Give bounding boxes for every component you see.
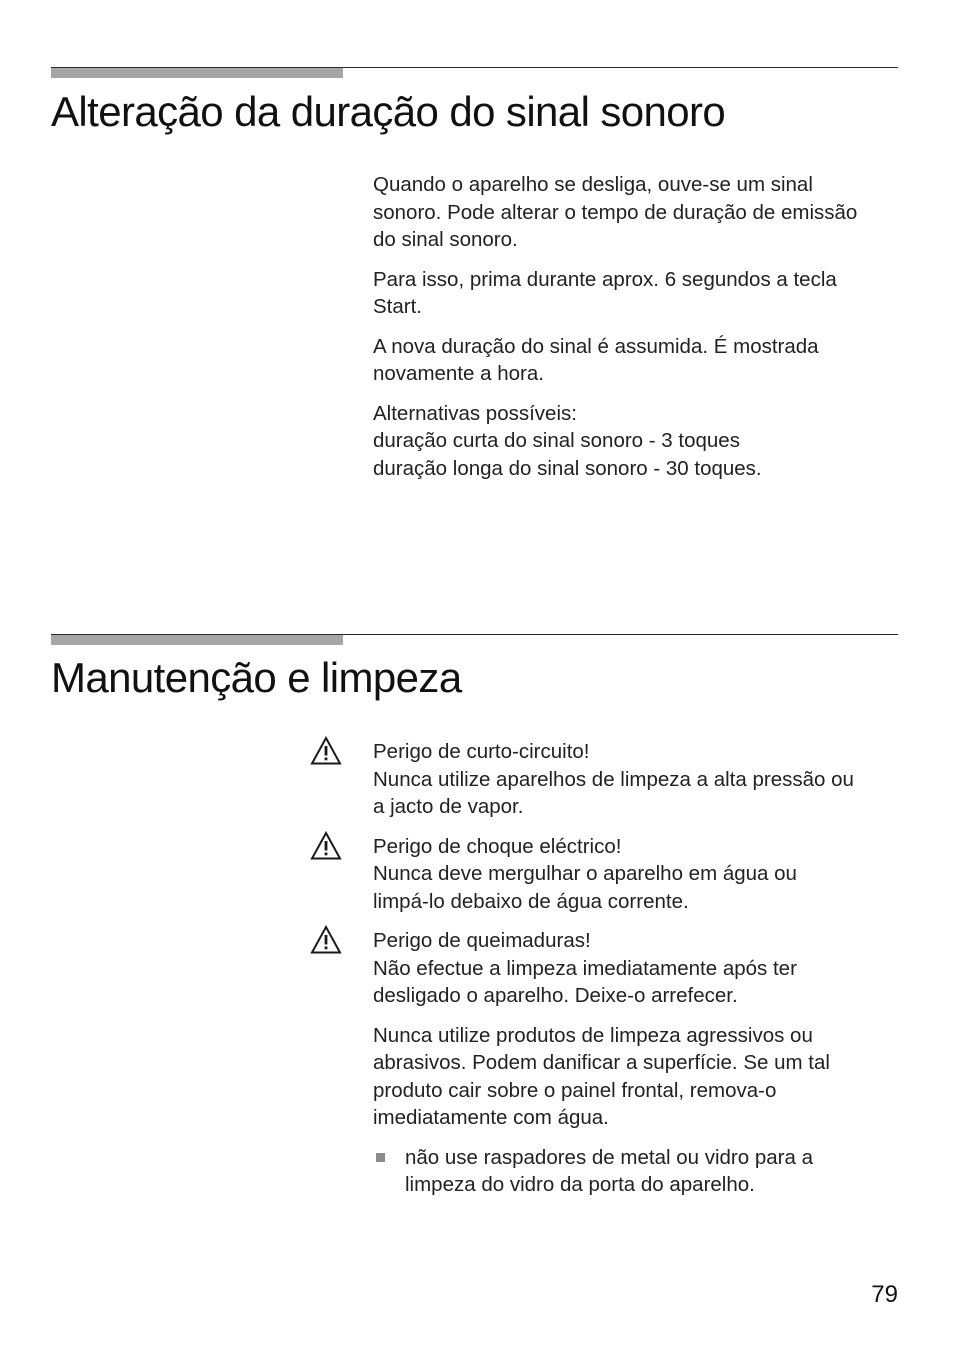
- section-body-sound-signal: [373, 171, 898, 494]
- text-line: Start.: [373, 295, 422, 318]
- section-heading-maintenance: Manutenção e limpeza: [51, 654, 462, 701]
- warning-triangle-icon: [310, 736, 342, 766]
- text-line: do sinal sonoro.: [373, 228, 518, 251]
- text-line: limpá-lo debaixo de água corrente.: [373, 889, 689, 913]
- text-line: produto cair sobre o painel frontal, remova-o: [373, 1078, 777, 1102]
- section-heading-sound-signal: Alteração da duração do sinal sonoro: [51, 88, 726, 135]
- section-divider-line: [51, 67, 898, 68]
- warning-title: Perigo de queimaduras!: [373, 929, 591, 952]
- text-line: duração longa do sinal sonoro - 30 toques.: [373, 456, 762, 480]
- warning-triangle-icon: [310, 831, 342, 861]
- text-line: novamente a hora.: [373, 362, 544, 385]
- warning-block: [373, 833, 898, 916]
- paragraph: [373, 266, 898, 321]
- text-line: não use raspadores de metal ou vidro para a: [405, 1145, 813, 1169]
- warning-block: [373, 738, 898, 821]
- section-body-maintenance: [373, 738, 898, 1199]
- warning-block: [373, 927, 898, 1010]
- section-divider-line: [51, 634, 898, 635]
- text-line: Nunca utilize aparelhos de limpeza a alta pressão ou: [373, 767, 854, 791]
- text-line: Nunca deve mergulhar o aparelho em água ou: [373, 862, 797, 885]
- text-line: duração curta do sinal sonoro - 3 toques: [373, 429, 740, 452]
- warning-title: Perigo de choque eléctrico!: [373, 834, 622, 858]
- paragraph: [373, 333, 898, 388]
- text-line: Nunca utilize produtos de limpeza agressivos ou: [373, 1023, 813, 1047]
- text-line: sonoro. Pode alterar o tempo de duração de emissão: [373, 200, 858, 224]
- text-line: limpeza do vidro da porta do aparelho.: [405, 1173, 755, 1196]
- paragraph: [373, 171, 898, 254]
- text-line: Para isso, prima durante aprox. 6 segundos a tecla: [373, 267, 837, 291]
- section-divider: [51, 634, 898, 646]
- text-line: a jacto de vapor.: [373, 795, 524, 818]
- text-line: Alternativas possíveis:: [373, 401, 577, 425]
- section-divider: [51, 67, 898, 79]
- text-line: A nova duração do sinal é assumida. É mostrada: [373, 334, 819, 358]
- warning-triangle-icon: [310, 925, 342, 955]
- text-line: Quando o aparelho se desliga, ouve-se um sinal: [373, 173, 813, 196]
- text-line: imediatamente com água.: [373, 1106, 609, 1129]
- section-divider-bar: [51, 67, 343, 78]
- paragraph: [373, 1022, 898, 1132]
- text-line: Não efectue a limpeza imediatamente após ter: [373, 956, 797, 980]
- page-number: 79: [871, 1281, 898, 1308]
- text-line: desligado o aparelho. Deixe-o arrefecer.: [373, 984, 738, 1007]
- section-divider-bar: [51, 634, 343, 645]
- list-item: [373, 1144, 898, 1199]
- paragraph: [373, 400, 898, 483]
- text-line: abrasivos. Podem danificar a superfície. Se um tal: [373, 1051, 830, 1074]
- warning-title: Perigo de curto-circuito!: [373, 740, 590, 763]
- square-bullet-icon: [376, 1153, 385, 1162]
